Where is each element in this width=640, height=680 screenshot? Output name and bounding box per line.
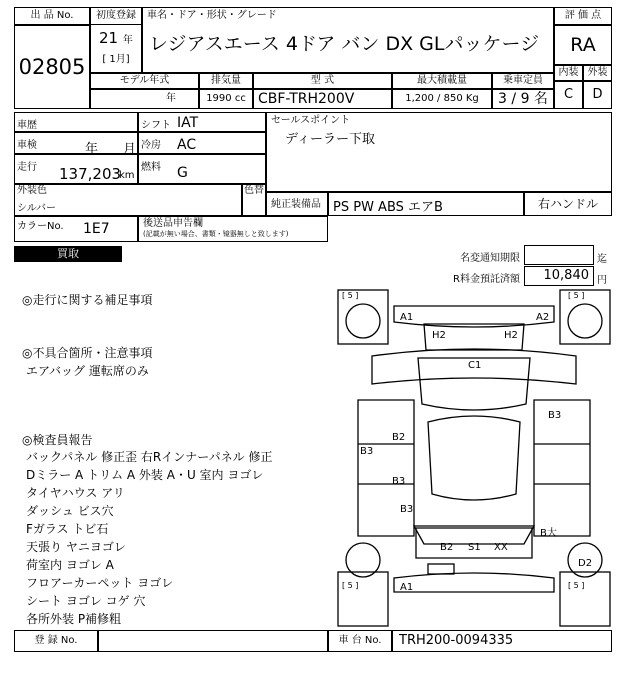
- name-change-box: [524, 245, 594, 265]
- after-cell: [138, 216, 328, 242]
- color-label: 外装色: [17, 185, 47, 196]
- first-reg-label: 初度登録: [91, 8, 141, 25]
- model-type-value: CBF-TRH200V: [253, 89, 392, 109]
- first-reg-cell: [90, 7, 142, 73]
- color-no-label: カラーNo.: [17, 221, 64, 232]
- fuel-label: 燃料: [141, 162, 161, 173]
- inspector-title: ◎検査員報告: [22, 433, 93, 447]
- inspection-month: 月: [123, 142, 137, 157]
- tire-depth-bl: [ 5 ]: [342, 581, 359, 590]
- interior-score: C: [554, 81, 583, 109]
- year-number: 21: [99, 29, 119, 47]
- handle-cell: [524, 192, 612, 216]
- recycle-unit: 円: [597, 275, 607, 286]
- eval-score-cell: [554, 25, 612, 65]
- chassis-value-cell: [392, 630, 612, 652]
- equip-value-cell: [328, 192, 524, 216]
- shift-label: シフト: [141, 120, 171, 131]
- interior-label: 内装: [554, 65, 583, 81]
- shift-cell: [138, 112, 266, 132]
- inspection-label: 車検: [17, 140, 37, 151]
- handle-value: 右ハンドル: [537, 197, 598, 211]
- equip-value: PS PW ABS エアB: [333, 200, 443, 215]
- displacement-label: 排気量: [199, 73, 253, 89]
- model-year-value: [90, 89, 199, 109]
- inspection-cell: [14, 132, 138, 157]
- first-reg-year: [91, 25, 141, 47]
- capacity-label: 乗車定員: [492, 73, 554, 89]
- inspector-line: バックパネル 修正歪 右Rインナーパネル 修正: [26, 450, 273, 464]
- purchase-badge: 買取: [14, 246, 122, 262]
- eval-label-cell: [554, 7, 612, 25]
- chassis-value: TRH200-0094335: [399, 633, 514, 648]
- run-notes-title: ◎走行に関する補足事項: [22, 293, 153, 307]
- inspector-line: 各所外装 P補修粗: [26, 612, 122, 626]
- max-load-value: 1,200 / 850 Kg: [392, 89, 492, 109]
- displacement-value: 1990 cc: [199, 89, 253, 109]
- car-name: レジアスエース 4ドア バン DX GLパッケージ: [149, 33, 540, 55]
- rear-plate: [428, 564, 454, 574]
- model-year-unit: 年: [166, 93, 176, 104]
- first-reg-month: [ 1月]: [102, 54, 130, 65]
- eval-label: 評 価 点: [564, 10, 602, 21]
- mark-b2-mid: B2: [392, 432, 406, 443]
- model-type-label: 型 式: [253, 73, 392, 89]
- right-side: [534, 400, 590, 536]
- repaint-label: 色替: [244, 185, 264, 196]
- sales-point-cell: [266, 112, 612, 192]
- shift-value: IAT: [177, 115, 199, 131]
- history-cell: [14, 112, 138, 132]
- tire-depth-tl: [ 5 ]: [342, 291, 359, 300]
- lot-number: 02805: [18, 55, 86, 79]
- color-value: シルバー: [17, 203, 57, 214]
- exterior-score: D: [583, 81, 612, 109]
- after-note: (記載が無い場合、書類・镜器無しと致します): [143, 230, 289, 238]
- model-year-label: モデル年式: [90, 73, 199, 89]
- defect-line: エアバッグ 運転席のみ: [26, 364, 149, 378]
- mileage-value: 137,203: [59, 165, 122, 183]
- defect-notes-title: ◎不具合箇所・注意事項: [22, 346, 153, 360]
- mark-h2-right: H2: [504, 330, 518, 341]
- inspector-line: シート ヨゴレ コゲ 穴: [26, 594, 146, 608]
- tire-depth-br: [ 5 ]: [568, 581, 585, 590]
- ac-label: 冷房: [141, 140, 161, 151]
- mark-c1: C1: [468, 360, 482, 371]
- mark-a1-bot: A1: [400, 582, 414, 593]
- mileage-label: 走行: [17, 162, 37, 173]
- mark-a2-top: A2: [536, 312, 550, 323]
- equip-label-cell: [266, 192, 328, 216]
- name-change-label: 名変通知期限: [460, 253, 520, 264]
- mark-s1-bot: S1: [468, 542, 481, 553]
- inspector-line: ダッシュ ビス穴: [26, 504, 114, 518]
- inspector-line: 天張り ヤニヨゴレ: [26, 540, 126, 554]
- sales-point-value: ディーラー下取: [285, 132, 375, 147]
- inspector-line: フロアーカーペット ヨゴレ: [26, 576, 174, 590]
- equip-label: 純正装備品: [271, 199, 321, 210]
- inspector-line: Fガラス トビ石: [26, 522, 109, 536]
- rear-bumper: [394, 573, 554, 592]
- mark-h2-left: H2: [432, 330, 446, 341]
- color-cell: [14, 184, 242, 216]
- ac-cell: [138, 132, 266, 154]
- mileage-cell: [14, 154, 138, 184]
- reg-value-cell: [98, 630, 328, 652]
- mark-b-dai: B大: [540, 528, 557, 539]
- mark-b3-low: B3: [400, 504, 414, 515]
- inspector-line: タイヤハウス アリ: [26, 486, 125, 500]
- history-label: 車歴: [17, 120, 37, 131]
- capacity-value: 3 / 9 名: [492, 89, 554, 109]
- name-change-unit: 迄: [597, 254, 607, 265]
- car-name-label: 車名・ドア・形状・グレード: [147, 10, 277, 21]
- chassis-label: 車 台 No.: [338, 635, 382, 646]
- ac-value: AC: [177, 137, 197, 153]
- color-no-value: 1E7: [83, 221, 110, 237]
- inspector-line: Dミラー A トリム A 外装 A・U 室内 ヨゴレ: [26, 468, 264, 482]
- exterior-label: 外装: [583, 65, 612, 81]
- tire-front-left: [346, 304, 380, 338]
- color-no-cell: [14, 216, 138, 242]
- reg-label-cell: [14, 630, 98, 652]
- mark-a1-top: A1: [400, 312, 414, 323]
- inspector-line: 荷室内 ヨゴレ A: [26, 558, 114, 572]
- car-name-cell: [142, 7, 554, 73]
- lot-number-cell: [14, 25, 90, 109]
- mark-b3-left: B3: [360, 446, 374, 457]
- fuel-value: G: [177, 165, 188, 181]
- mark-b3-right: B3: [548, 410, 562, 421]
- mark-d2: D2: [578, 558, 593, 569]
- recycle-value: 10,840: [524, 266, 594, 286]
- reg-label: 登 録 No.: [34, 635, 78, 646]
- max-load-label: 最大積載量: [392, 73, 492, 89]
- vehicle-diagram: [336, 288, 612, 628]
- repaint-cell: [242, 184, 266, 216]
- inspection-year: 年: [85, 142, 99, 157]
- lot-label: 出 品 No.: [30, 10, 74, 21]
- year-unit: 年: [122, 35, 133, 46]
- tire-depth-tr: [ 5 ]: [568, 291, 585, 300]
- recycle-label: R料金預託済額: [453, 274, 520, 285]
- eval-score: RA: [570, 34, 596, 56]
- mark-b3-mid: B3: [392, 476, 406, 487]
- fuel-cell: [138, 154, 266, 184]
- sales-point-label: セールスポイント: [271, 115, 351, 126]
- roof-center: [428, 416, 520, 500]
- mark-b2-bot: B2: [440, 542, 454, 553]
- lot-label-cell: [14, 7, 90, 25]
- tire-front-right: [568, 304, 602, 338]
- left-side: [358, 400, 414, 536]
- chassis-label-cell: [328, 630, 392, 652]
- mark-xx-bot: XX: [494, 542, 508, 553]
- mileage-unit: km: [119, 170, 135, 181]
- after-label: 後送品申告欄: [143, 218, 203, 229]
